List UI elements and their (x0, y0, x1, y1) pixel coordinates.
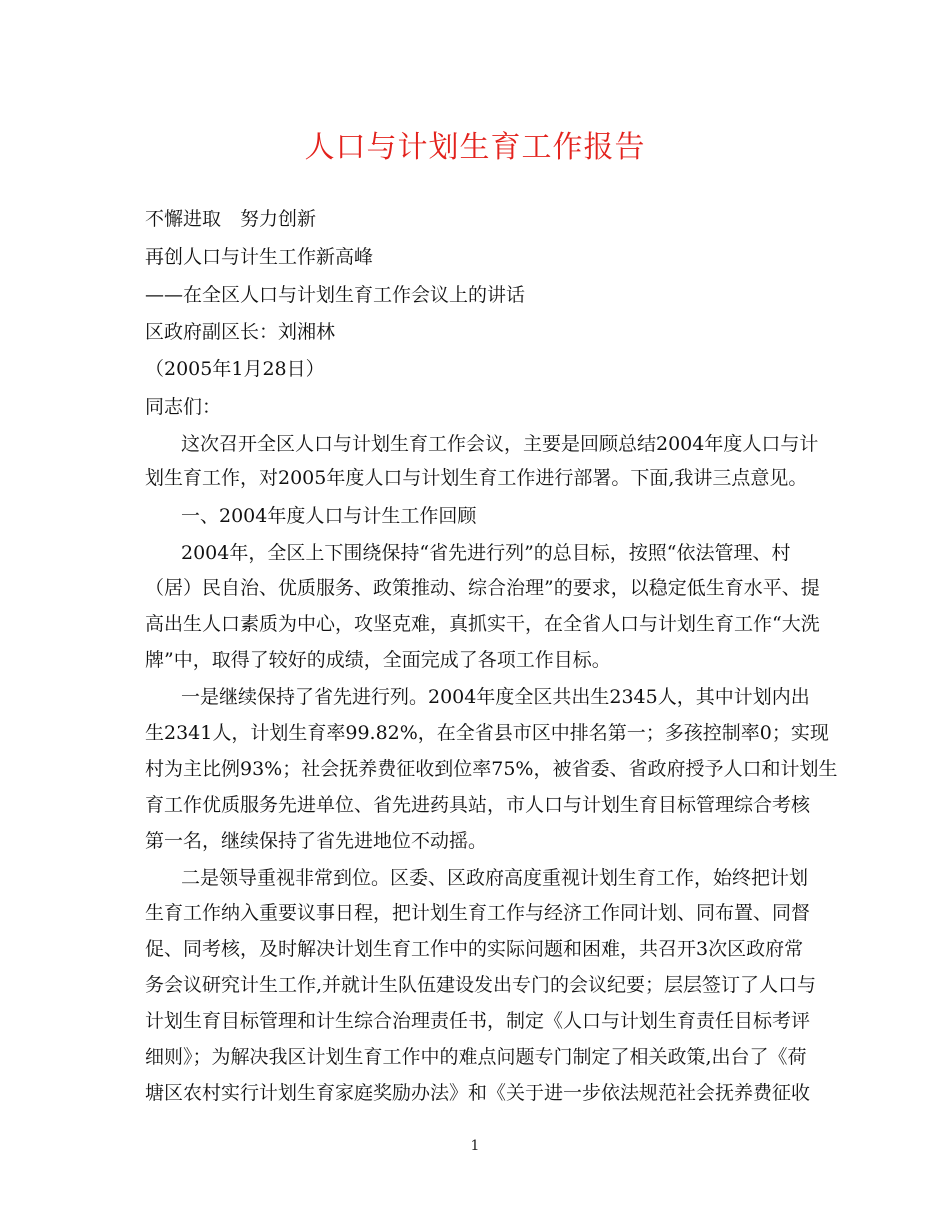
paragraph-line: （居）民自治、优质服务、政策推动、综合治理”的要求，以稳定低生育水平、提 (145, 577, 820, 599)
paragraph-line: 划生育工作，对2005年度人口与计划生育工作进行部署。下面,我讲三点意见。 (145, 467, 808, 489)
speaker-line: 区政府副区长：刘湘林 (145, 321, 336, 343)
salutation-line: 同志们： (145, 396, 222, 418)
paragraph-line: 育工作优质服务先进单位、省先进药具站，市人口与计划生育目标管理综合考核 (145, 794, 811, 816)
paragraph-line: 牌”中，取得了较好的成绩，全面完成了各项工作目标。 (145, 649, 611, 671)
slogan-line: 不懈进取 努力创新 (145, 208, 317, 230)
subtitle-line: 再创人口与计生工作新高峰 (145, 246, 374, 268)
paragraph-line: 第一名，继续保持了省先进地位不动摇。 (145, 830, 488, 852)
paragraph-line: 促、同考核，及时解决计划生育工作中的实际问题和困难，共召开3次区政府常 (145, 938, 804, 960)
paragraph-line: 村为主比例93%；社会抚养费征收到位率75%，被省委、省政府授予人口和计划生 (145, 758, 838, 780)
paragraph-line: 务会议研究计生工作,并就计生队伍建设发出专门的会议纪要；层层签订了人口与 (145, 974, 817, 996)
document-title: 人口与计划生育工作报告 (304, 130, 646, 165)
paragraph-line: 生育工作纳入重要议事日程，把计划生育工作与经济工作同计划、同布置、同督 (145, 902, 811, 924)
section-heading: 一、2004年度人口与计生工作回顾 (181, 505, 477, 527)
paragraph-line: 2004年，全区上下围绕保持“省先进行列”的总目标，按照“依法管理、村 (181, 542, 791, 564)
paragraph-line: 一是继续保持了省先进行列。2004年度全区共出生2345人，其中计划内出 (181, 686, 810, 708)
paragraph-line: 生2341人，计划生育率99.82%，在全省县市区中排名第一；多孩控制率0；实现 (145, 722, 829, 744)
paragraph-line: 细则》；为解决我区计划生育工作中的难点问题专门制定了相关政策,出台了《荷 (145, 1046, 807, 1068)
paragraph-line: 计划生育目标管理和计生综合治理责任书，制定《人口与计划生育责任目标考评 (145, 1010, 811, 1032)
page-number: 1 (470, 1138, 480, 1154)
paragraph-line: 塘区农村实行计划生育家庭奖励办法》和《关于进一步依法规范社会抚养费征收 (145, 1082, 811, 1104)
paragraph-line: 二是领导重视非常到位。区委、区政府高度重视计划生育工作，始终把计划 (181, 867, 809, 889)
speech-occasion-line: ——在全区人口与计划生育工作会议上的讲话 (145, 284, 526, 306)
paragraph-line: 这次召开全区人口与计划生育工作会议，主要是回顾总结2004年度人口与计 (181, 433, 819, 455)
paragraph-line: 高出生人口素质为中心，攻坚克难，真抓实干，在全省人口与计划生育工作“大洗 (145, 613, 820, 635)
date-line: （2005年1月28日） (145, 358, 325, 380)
